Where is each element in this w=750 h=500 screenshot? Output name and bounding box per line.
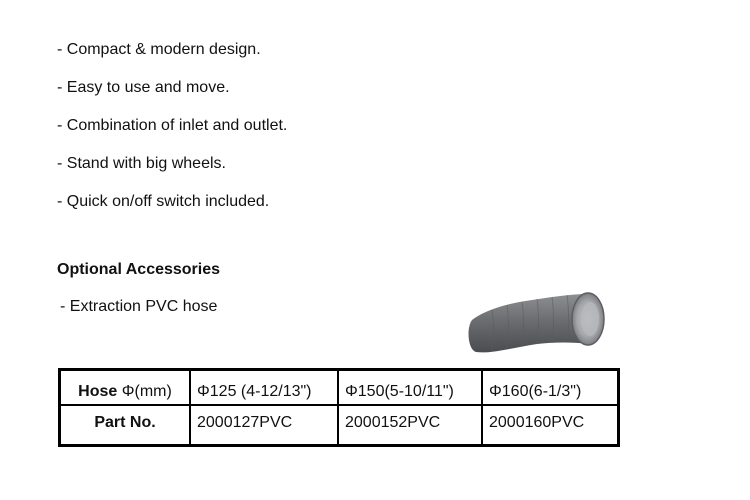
feature-item: - Quick on/off switch included.: [57, 193, 270, 210]
row-header-part-no: Part No.: [60, 405, 191, 446]
hose-spec-table: [58, 368, 620, 447]
accessory-item-pvc-hose: - Extraction PVC hose: [60, 298, 218, 315]
table-cell: Φ125 (4-12/13"): [190, 370, 338, 406]
feature-item: - Easy to use and move.: [57, 79, 230, 96]
feature-item: - Stand with big wheels.: [57, 155, 226, 172]
table-cell: 2000127PVC: [190, 405, 338, 446]
table-cell: 2000152PVC: [338, 405, 482, 446]
feature-item: - Compact & modern design.: [57, 41, 261, 58]
table-cell: 2000160PVC: [482, 405, 619, 446]
table-cell: Φ160(6-1/3"): [482, 370, 619, 406]
feature-item: - Combination of inlet and outlet.: [57, 117, 288, 134]
hose-label: Hose: [78, 383, 118, 400]
accessories-heading: Optional Accessories: [57, 261, 221, 278]
hose-unit-label: Φ(mm): [117, 383, 172, 400]
table-row: [60, 370, 619, 406]
row-header-hose: [60, 370, 191, 406]
feature-list: [57, 40, 287, 230]
table-row: [60, 405, 619, 446]
table-cell: Φ150(5-10/11"): [338, 370, 482, 406]
flexible-pvc-hose-icon: [462, 282, 608, 358]
